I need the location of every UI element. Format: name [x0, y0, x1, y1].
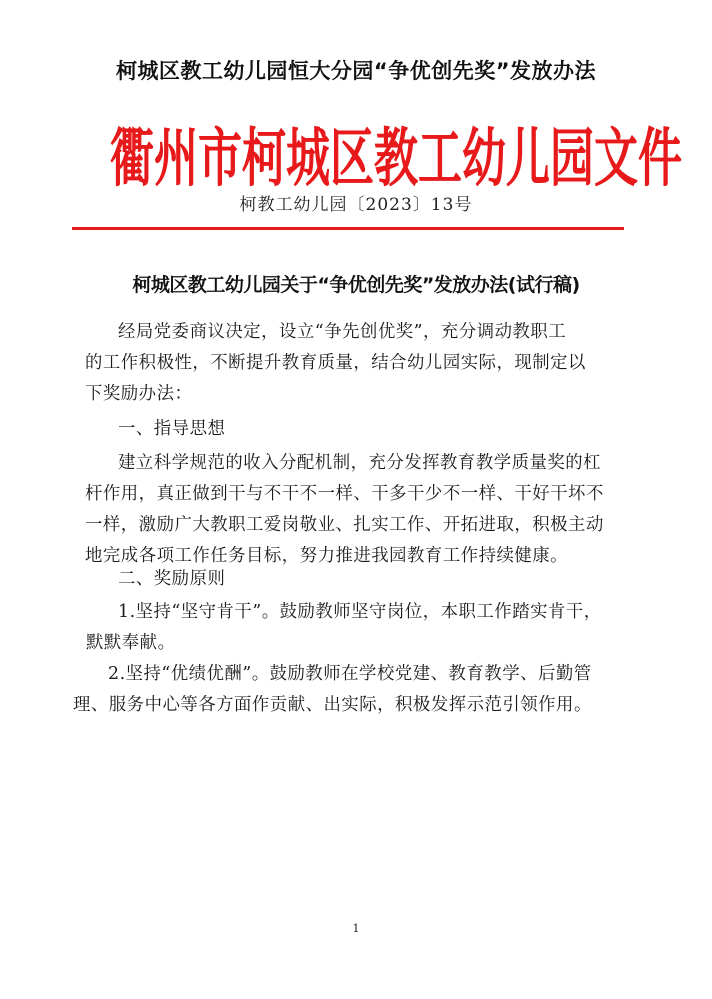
red-divider-line [72, 227, 624, 230]
text-line: 默默奉献。 [86, 633, 176, 653]
document-heading: 柯城区教工幼儿园关于“争优创先奖”发放办法(试行稿) [132, 274, 580, 296]
paragraph-principle-1 [86, 597, 602, 659]
text-line: 2.坚持“优绩优酬”。鼓励教师在学校党建、教育教学、后勤管 [108, 664, 592, 684]
page-number: 1 [352, 922, 360, 935]
text-line: 的工作积极性，不断提升教育质量，结合幼儿园实际，现制定以 [85, 353, 586, 373]
section-heading-guiding-ideology [118, 414, 225, 445]
text-line: 杆作用，真正做到干与不干不一样、干多干少不一样、干好干坏不 [85, 484, 604, 504]
text-line: 理、服务中心等各方面作贡献、出实际，积极发挥示范引领作用。 [73, 695, 592, 715]
text-line: 1.坚持“坚守肯干”。鼓励教师坚守岗位，本职工作踏实肯干， [118, 602, 602, 622]
text-line: 二、奖励原则 [118, 569, 226, 589]
red-letterhead: 衢州市柯城区教工幼儿园文件 [110, 121, 682, 196]
text-line: 建立科学规范的收入分配机制，充分发挥教育教学质量奖的杠 [118, 453, 602, 473]
paragraph-principle-2 [73, 659, 592, 721]
text-line: 一样，激励广大教职工爱岗敬业、扎实工作、开拓进取，积极主动 [85, 515, 604, 535]
section-heading-reward-principles [118, 564, 225, 595]
text-line: 经局党委商议决定，设立“争先创优奖”，充分调动教职工 [118, 322, 567, 342]
text-line: 下奖励办法： [85, 384, 193, 404]
page-title: 柯城区教工幼儿园恒大分园“争优创先奖”发放办法 [115, 59, 597, 83]
paragraph-intro [85, 317, 586, 410]
text-line: 地完成各项工作任务目标，努力推进我园教育工作持续健康。 [85, 546, 569, 566]
document-number: 柯教工幼儿园〔2023〕13号 [239, 195, 473, 215]
text-line: 一、指导思想 [118, 419, 226, 439]
paragraph-guiding-ideology [85, 448, 604, 572]
